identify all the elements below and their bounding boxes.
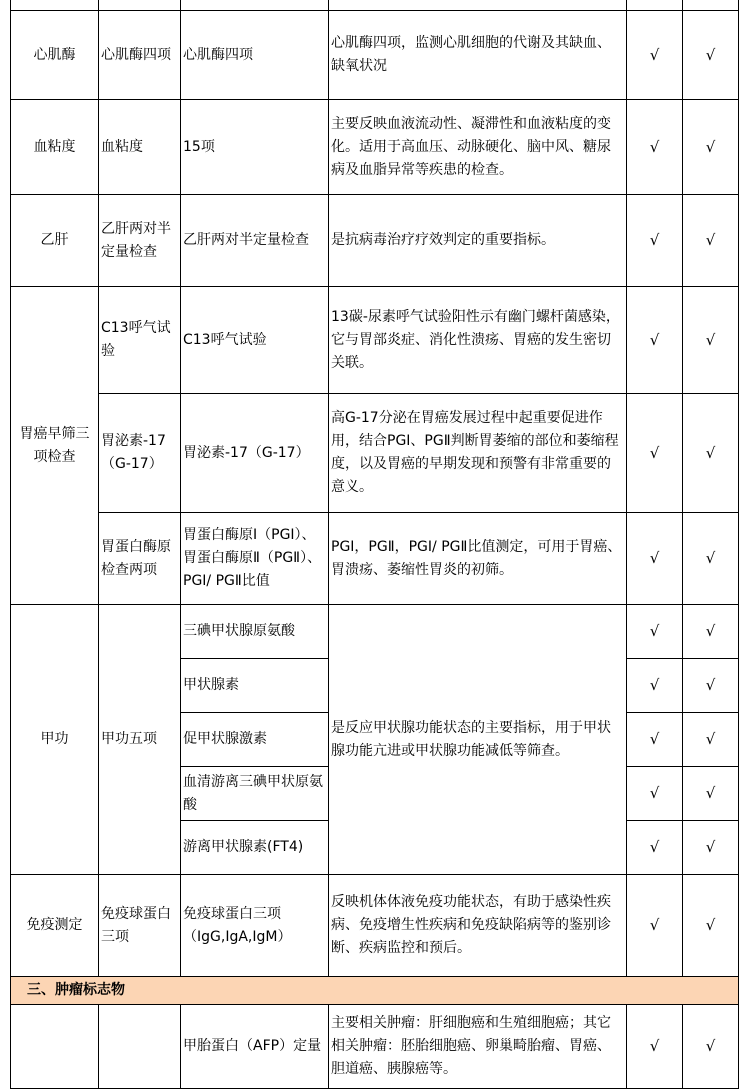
detail-cell: 胃泌素-17（G-17） xyxy=(181,394,329,513)
description-cell: 是抗病毒治疗疗效判定的重要指标。 xyxy=(329,195,627,287)
category-cell xyxy=(11,1005,99,1089)
table-row-partial-top xyxy=(11,0,739,11)
description-cell: 高G-17分泌在胃癌发展过程中起重要促进作用，结合PGⅠ、PGⅡ判断胃萎缩的部位和萎缩程度，以及胃癌的早期发现和预警有非常重要的意义。 xyxy=(329,394,627,513)
category-cell: 胃癌早筛三项检查 xyxy=(11,287,99,605)
item-cell: 胃蛋白酶原检查两项 xyxy=(99,513,181,605)
detail-cell: 乙肝两对半定量检查 xyxy=(181,195,329,287)
category-cell: 甲功 xyxy=(11,605,99,875)
check-mark: √ xyxy=(627,767,683,821)
description-cell: 是反应甲状腺功能状态的主要指标，用于甲状腺功能亢进或甲状腺功能减低等筛查。 xyxy=(329,605,627,875)
check-mark: √ xyxy=(683,821,739,875)
detail-cell: 血清游离三碘甲状原氨酸 xyxy=(181,767,329,821)
category-cell: 免疫测定 xyxy=(11,875,99,977)
check-mark: √ xyxy=(627,1005,683,1089)
table-row xyxy=(11,11,739,100)
table-row xyxy=(11,875,739,977)
item-cell xyxy=(99,1005,181,1089)
table-row xyxy=(11,195,739,287)
detail-cell: 胃蛋白酶原Ⅰ（PGⅠ）、胃蛋白酶原Ⅱ（PGⅡ）、PGⅠ/ PGⅡ比值 xyxy=(181,513,329,605)
table-row xyxy=(11,394,739,513)
item-cell: 甲功五项 xyxy=(99,605,181,875)
item-cell: 血粘度 xyxy=(99,100,181,195)
check-mark: √ xyxy=(683,11,739,100)
check-mark: √ xyxy=(627,100,683,195)
item-cell: 胃泌素-17（G-17） xyxy=(99,394,181,513)
check-mark: √ xyxy=(683,605,739,659)
detail-cell: 三碘甲状腺原氨酸 xyxy=(181,605,329,659)
table-row xyxy=(11,605,739,659)
check-mark: √ xyxy=(627,394,683,513)
detail-cell: C13呼气试验 xyxy=(181,287,329,394)
item-cell: 乙肝两对半定量检查 xyxy=(99,195,181,287)
check-mark: √ xyxy=(683,875,739,977)
check-mark: √ xyxy=(627,659,683,713)
check-mark: √ xyxy=(627,713,683,767)
check-mark: √ xyxy=(683,659,739,713)
category-cell: 血粘度 xyxy=(11,100,99,195)
check-mark: √ xyxy=(683,713,739,767)
table-row xyxy=(11,100,739,195)
description-cell: PGⅠ，PGⅡ，PGⅠ/ PGⅡ比值测定，可用于胃癌、胃溃疡、萎缩性胃炎的初筛。 xyxy=(329,513,627,605)
detail-cell: 甲状腺素 xyxy=(181,659,329,713)
check-mark: √ xyxy=(683,767,739,821)
check-mark: √ xyxy=(627,821,683,875)
section-header-row xyxy=(11,977,739,1005)
description-cell: 心肌酶四项，监测心肌细胞的代谢及其缺血、缺氧状况 xyxy=(329,11,627,100)
detail-cell: 心肌酶四项 xyxy=(181,11,329,100)
description-cell: 主要反映血液流动性、凝滞性和血液粘度的变化。适用于高血压、动脉硬化、脑中风、糖尿病及血脂异常等疾患的检查。 xyxy=(329,100,627,195)
check-mark: √ xyxy=(683,100,739,195)
check-mark: √ xyxy=(627,287,683,394)
check-mark: √ xyxy=(627,605,683,659)
table-row xyxy=(11,513,739,605)
item-cell: C13呼气试验 xyxy=(99,287,181,394)
section-title: 三、肿瘤标志物 xyxy=(11,977,739,1005)
description-cell: 主要相关肿瘤：肝细胞癌和生殖细胞癌；其它相关肿瘤：胚胎细胞癌、卵巢畸胎瘤、胃癌、胆道癌、胰腺癌等。 xyxy=(329,1005,627,1089)
detail-cell: 免疫球蛋白三项（IgG,IgA,IgM） xyxy=(181,875,329,977)
check-mark: √ xyxy=(683,287,739,394)
item-cell: 免疫球蛋白三项 xyxy=(99,875,181,977)
table-row xyxy=(11,1005,739,1089)
item-cell: 心肌酶四项 xyxy=(99,11,181,100)
check-mark: √ xyxy=(683,1005,739,1089)
check-mark: √ xyxy=(683,513,739,605)
checkup-table xyxy=(10,0,739,1089)
check-mark: √ xyxy=(627,513,683,605)
check-mark: √ xyxy=(627,195,683,287)
description-cell: 13碳-尿素呼气试验阳性示有幽门螺杆菌感染，它与胃部炎症、消化性溃疡、胃癌的发生密切关联。 xyxy=(329,287,627,394)
check-mark: √ xyxy=(683,394,739,513)
check-mark: √ xyxy=(683,195,739,287)
check-mark: √ xyxy=(627,11,683,100)
detail-cell: 游离甲状腺素(FT4) xyxy=(181,821,329,875)
detail-cell: 15项 xyxy=(181,100,329,195)
category-cell: 心肌酶 xyxy=(11,11,99,100)
check-mark: √ xyxy=(627,875,683,977)
category-cell: 乙肝 xyxy=(11,195,99,287)
detail-cell: 促甲状腺激素 xyxy=(181,713,329,767)
detail-cell: 甲胎蛋白（AFP）定量 xyxy=(181,1005,329,1089)
table-row xyxy=(11,287,739,394)
description-cell: 反映机体体液免疫功能状态，有助于感染性疾病、免疫增生性疾病和免疫缺陷病等的鉴别诊断、疾病监控和预后。 xyxy=(329,875,627,977)
